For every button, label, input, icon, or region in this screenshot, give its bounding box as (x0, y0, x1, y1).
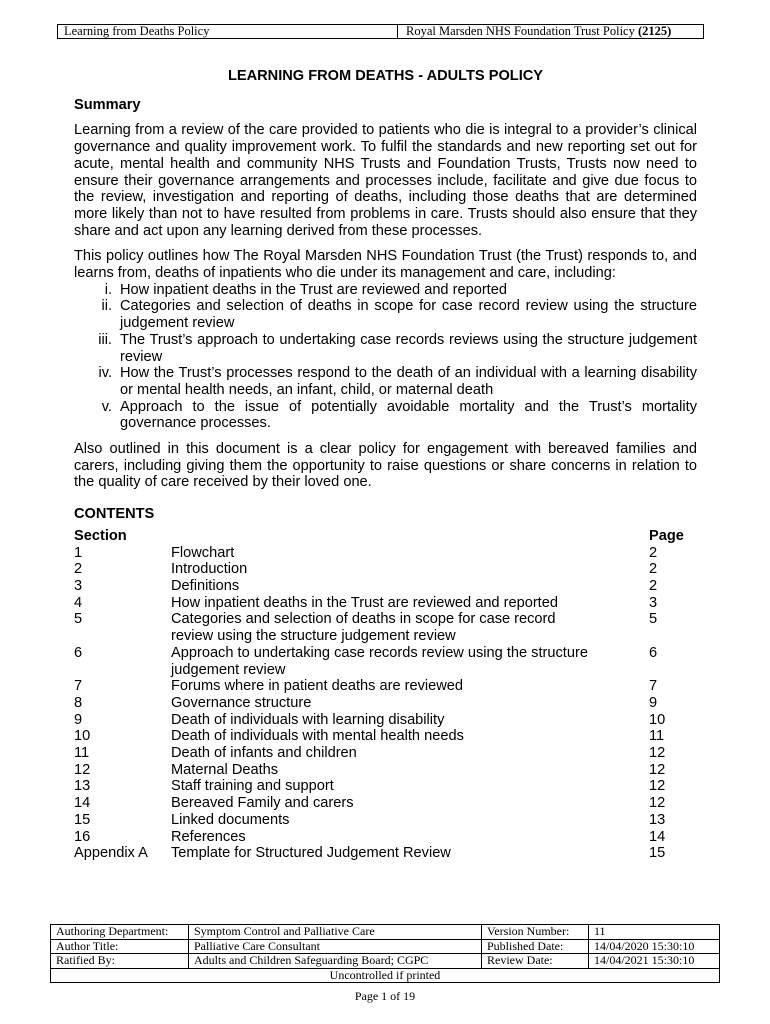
toc-section-number: Appendix A (74, 845, 148, 862)
toc-section-number: 16 (74, 828, 91, 845)
toc-page-number: 6 (649, 644, 658, 661)
uncontrolled-notice: Uncontrolled if printed (51, 968, 720, 983)
list-item-text: How the Trust’s processes respond to the death of an individual with a learning disability or mental health needs, an infant, child, or maternal death (120, 365, 697, 398)
toc-section-title: References (171, 828, 246, 845)
list-item (74, 365, 697, 398)
toc-section-title: Bereaved Family and carers (171, 795, 354, 812)
toc-section-title: Introduction (171, 561, 248, 578)
list-item-number: iv. (98, 365, 112, 382)
author-title-label: Author Title: (51, 939, 189, 954)
toc-section-number: 8 (74, 694, 83, 711)
contents-heading: CONTENTS (74, 506, 155, 523)
summary-paragraph-2: This policy outlines how The Royal Marsden NHS Foundation Trust (the Trust) responds to, and learns from, deaths of inpatients who die under its management and care, including: (74, 248, 697, 282)
toc-section-title: Maternal Deaths (171, 761, 279, 778)
header-policy-name: Learning from Deaths Policy (58, 25, 398, 38)
review-date-label: Review Date: (482, 954, 589, 969)
authoring-department-value: Symptom Control and Palliative Care (189, 925, 482, 940)
toc-section-number: 11 (74, 745, 90, 762)
list-item-number: v. (101, 398, 112, 415)
table-of-contents (74, 545, 697, 862)
list-item-text: Categories and selection of deaths in scope for case record review using the structure judgement review (120, 298, 697, 332)
toc-section-title: Forums where in patient deaths are reviewed (171, 678, 464, 695)
toc-page-number: 7 (649, 678, 658, 695)
ratified-by-value: Adults and Children Safeguarding Board; CGPC (189, 954, 482, 969)
toc-row (74, 545, 697, 562)
toc-row (74, 578, 697, 595)
document-control-table (50, 924, 720, 983)
toc-section-number: 15 (74, 811, 91, 828)
toc-page-number: 10 (649, 711, 666, 728)
ratified-by-label: Ratified By: (51, 954, 189, 969)
list-item-number: ii. (101, 298, 112, 315)
toc-page-header: Page (649, 527, 684, 544)
toc-section-title: Death of individuals with learning disability (171, 711, 445, 728)
toc-row (74, 845, 697, 862)
toc-section-header: Section (74, 527, 127, 544)
toc-section-title: Definitions (171, 577, 240, 594)
toc-row (74, 762, 697, 779)
toc-page-number: 12 (649, 761, 666, 778)
header-trust-name: Royal Marsden NHS Foundation Trust Policy (406, 24, 638, 38)
toc-page-number: 12 (649, 778, 666, 795)
summary-paragraph-1: Learning from a review of the care provided to patients who die is integral to a provider’s clinical governance and quality improvement work. To fulfil the standards and new reporting set out for acute, mental health and community NHS Trusts and Foundation Trusts, Trusts now need to ensure their governance arrangements and processes include, facilitate and give due focus to the review, investigation and reporting of deaths, including those deaths that are determined more likely than not to have resulted from problems in care. Trusts should also ensure that they share and act upon any learning derived from these processes. (74, 122, 697, 239)
toc-section-number: 5 (74, 611, 83, 628)
toc-row (74, 678, 697, 695)
list-item-text: Approach to the issue of potentially avoidable mortality and the Trust’s mortality governance processes. (120, 398, 697, 432)
document-body (74, 68, 697, 862)
table-row (51, 925, 720, 940)
table-row (51, 954, 720, 969)
toc-page-number: 11 (649, 728, 665, 745)
toc-row (74, 561, 697, 578)
scope-list (74, 282, 697, 432)
toc-row (74, 695, 697, 712)
toc-section-title: Linked documents (171, 811, 290, 828)
toc-section-number: 1 (74, 544, 83, 561)
toc-page-number: 14 (649, 828, 666, 845)
toc-section-number: 4 (74, 594, 83, 611)
toc-page-number: 2 (649, 577, 658, 594)
header-trust-policy (398, 25, 703, 38)
version-number-value: 11 (589, 925, 720, 940)
toc-section-title: How inpatient deaths in the Trust are reviewed and reported (171, 594, 558, 611)
page-title: LEARNING FROM DEATHS - ADULTS POLICY (227, 68, 544, 84)
document-header (57, 24, 704, 39)
summary-paragraph-3: Also outlined in this document is a clear policy for engagement with bereaved families and carers, including giving them the opportunity to raise questions or share concerns in relation to the quality of care received by their loved one. (74, 441, 697, 491)
summary-heading: Summary (74, 96, 141, 113)
table-row (51, 939, 720, 954)
page-number: Page 1 of 19 (354, 989, 416, 1003)
list-item (74, 399, 697, 432)
toc-page-number: 13 (649, 811, 666, 828)
toc-row (74, 712, 697, 729)
toc-row (74, 795, 697, 812)
review-date-value: 14/04/2021 15:30:10 (589, 954, 720, 969)
list-item (74, 332, 697, 365)
toc-page-number: 9 (649, 694, 658, 711)
toc-row (74, 812, 697, 829)
toc-page-number: 2 (649, 561, 658, 578)
toc-page-number: 12 (649, 795, 666, 812)
header-policy-code: (2125) (637, 24, 672, 38)
toc-section-title: Categories and selection of deaths in scope for case record review using the structure judgement review (171, 611, 556, 645)
toc-section-title: Death of infants and children (171, 745, 357, 762)
toc-page-number: 5 (649, 611, 658, 628)
toc-section-number: 12 (74, 761, 91, 778)
toc-header-row (74, 528, 697, 545)
toc-row (74, 595, 697, 612)
list-item-text: How inpatient deaths in the Trust are reviewed and reported (120, 281, 507, 298)
published-date-label: Published Date: (482, 939, 589, 954)
toc-row (74, 611, 697, 644)
published-date-value: 14/04/2020 15:30:10 (589, 939, 720, 954)
toc-section-number: 3 (74, 577, 83, 594)
toc-section-title: Death of individuals with mental health needs (171, 728, 464, 745)
toc-section-number: 9 (74, 711, 83, 728)
toc-page-number: 12 (649, 745, 666, 762)
toc-section-number: 13 (74, 778, 91, 795)
toc-section-title: Governance structure (171, 694, 312, 711)
toc-row (74, 829, 697, 846)
toc-section-number: 7 (74, 678, 83, 695)
toc-section-number: 10 (74, 728, 91, 745)
toc-section-title: Template for Structured Judgement Review (171, 845, 451, 862)
toc-section-title: Flowchart (171, 544, 235, 561)
authoring-department-label: Authoring Department: (51, 925, 189, 940)
version-number-label: Version Number: (482, 925, 589, 940)
list-item (74, 298, 697, 331)
list-item-number: i. (104, 281, 112, 298)
toc-section-number: 6 (74, 644, 83, 661)
toc-row (74, 645, 697, 678)
table-row (51, 968, 720, 983)
toc-row (74, 778, 697, 795)
toc-section-number: 14 (74, 795, 91, 812)
toc-section-number: 2 (74, 561, 83, 578)
toc-row (74, 728, 697, 745)
toc-page-number: 2 (649, 544, 658, 561)
toc-section-title: Staff training and support (171, 778, 334, 795)
list-item-number: iii. (98, 331, 112, 348)
toc-row (74, 745, 697, 762)
toc-section-title: Approach to undertaking case records review using the structure judgement review (171, 644, 588, 678)
list-item-text: The Trust’s approach to undertaking case records reviews using the structure judgement review (120, 331, 697, 365)
toc-page-number: 3 (649, 594, 658, 611)
toc-page-number: 15 (649, 845, 666, 862)
author-title-value: Palliative Care Consultant (189, 939, 482, 954)
list-item (74, 282, 697, 299)
